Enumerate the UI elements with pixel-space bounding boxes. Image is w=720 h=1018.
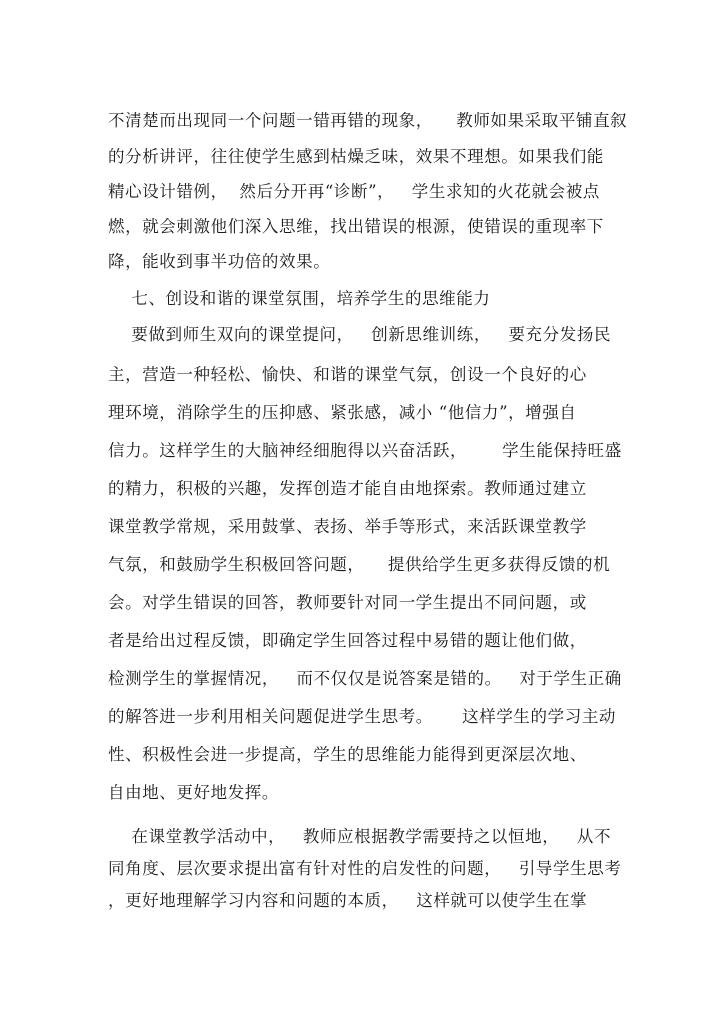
paragraph-line: 同角度、层次要求提出富有针对性的启发性的问题， 引导学生思考 bbox=[108, 859, 622, 878]
paragraph-line: 主，营造一种轻松、愉快、和谐的课堂气氛，创设一个良好的心 bbox=[108, 365, 587, 384]
paragraph-line: 在课堂教学活动中， 教师应根据教学需要持之以恒地， 从不 bbox=[108, 827, 612, 846]
paragraph-line: 的解答进一步利用相关问题促进学生思考。 这样学生的学习主动 bbox=[108, 707, 617, 726]
paragraph-line: 自由地、更好地发挥。 bbox=[108, 783, 279, 802]
paragraph-line: 不清楚而出现同一个问题一错再错的现象， 教师如果采取平铺直叙 bbox=[108, 111, 628, 130]
paragraph-line: 会。对学生错误的回答，教师要针对同一学生提出不同问题，或 bbox=[108, 593, 587, 612]
paragraph-line: 性、积极性会进一步提高，学生的思维能力能得到更深层次地、 bbox=[108, 745, 587, 764]
paragraph-line: 检测学生的掌握情况， 而不仅仅是说答案是错的。 对于学生正确 bbox=[108, 669, 622, 688]
paragraph-line: 要做到师生双向的课堂提问， 创新思维训练， 要充分发扬民 bbox=[108, 325, 612, 344]
paragraph-line: 的精力，积极的兴趣，发挥创造才能自由地探索。教师通过建立 bbox=[108, 479, 587, 498]
paragraph-line: 气氛，和鼓励学生积极回答问题， 提供给学生更多获得反馈的机 bbox=[108, 555, 611, 574]
paragraph-line: 精心设计错例， 然后分开再“诊断”， 学生求知的火花就会被点 bbox=[108, 182, 600, 201]
paragraph-line: 降，能收到事半功倍的效果。 bbox=[108, 252, 331, 271]
paragraph-line: 理环境，消除学生的压抑感、紧张感，减小 “他信力”，增强自 bbox=[108, 403, 577, 422]
section-heading: 七、创设和谐的课堂氛围，培养学生的思维能力 bbox=[108, 289, 491, 308]
paragraph-line: 课堂教学常规，采用鼓掌、表扬、举手等形式，来活跃课堂教学 bbox=[108, 517, 587, 536]
paragraph-line: 的分析讲评，往往使学生感到枯燥乏味，效果不理想。如果我们能 bbox=[108, 147, 604, 166]
paragraph-line: 者是给出过程反馈，即确定学生回答过程中易错的题让他们做， bbox=[108, 631, 587, 650]
paragraph-line: ，更好地理解学习内容和问题的本质， 这样就可以使学生在掌 bbox=[108, 891, 588, 910]
paragraph-line: 信力。这样学生的大脑神经细胞得以兴奋活跃， 学生能保持旺盛 bbox=[108, 441, 622, 460]
paragraph-line: 燃，就会刺激他们深入思维，找出错误的根源，使错误的重现率下 bbox=[108, 217, 604, 236]
